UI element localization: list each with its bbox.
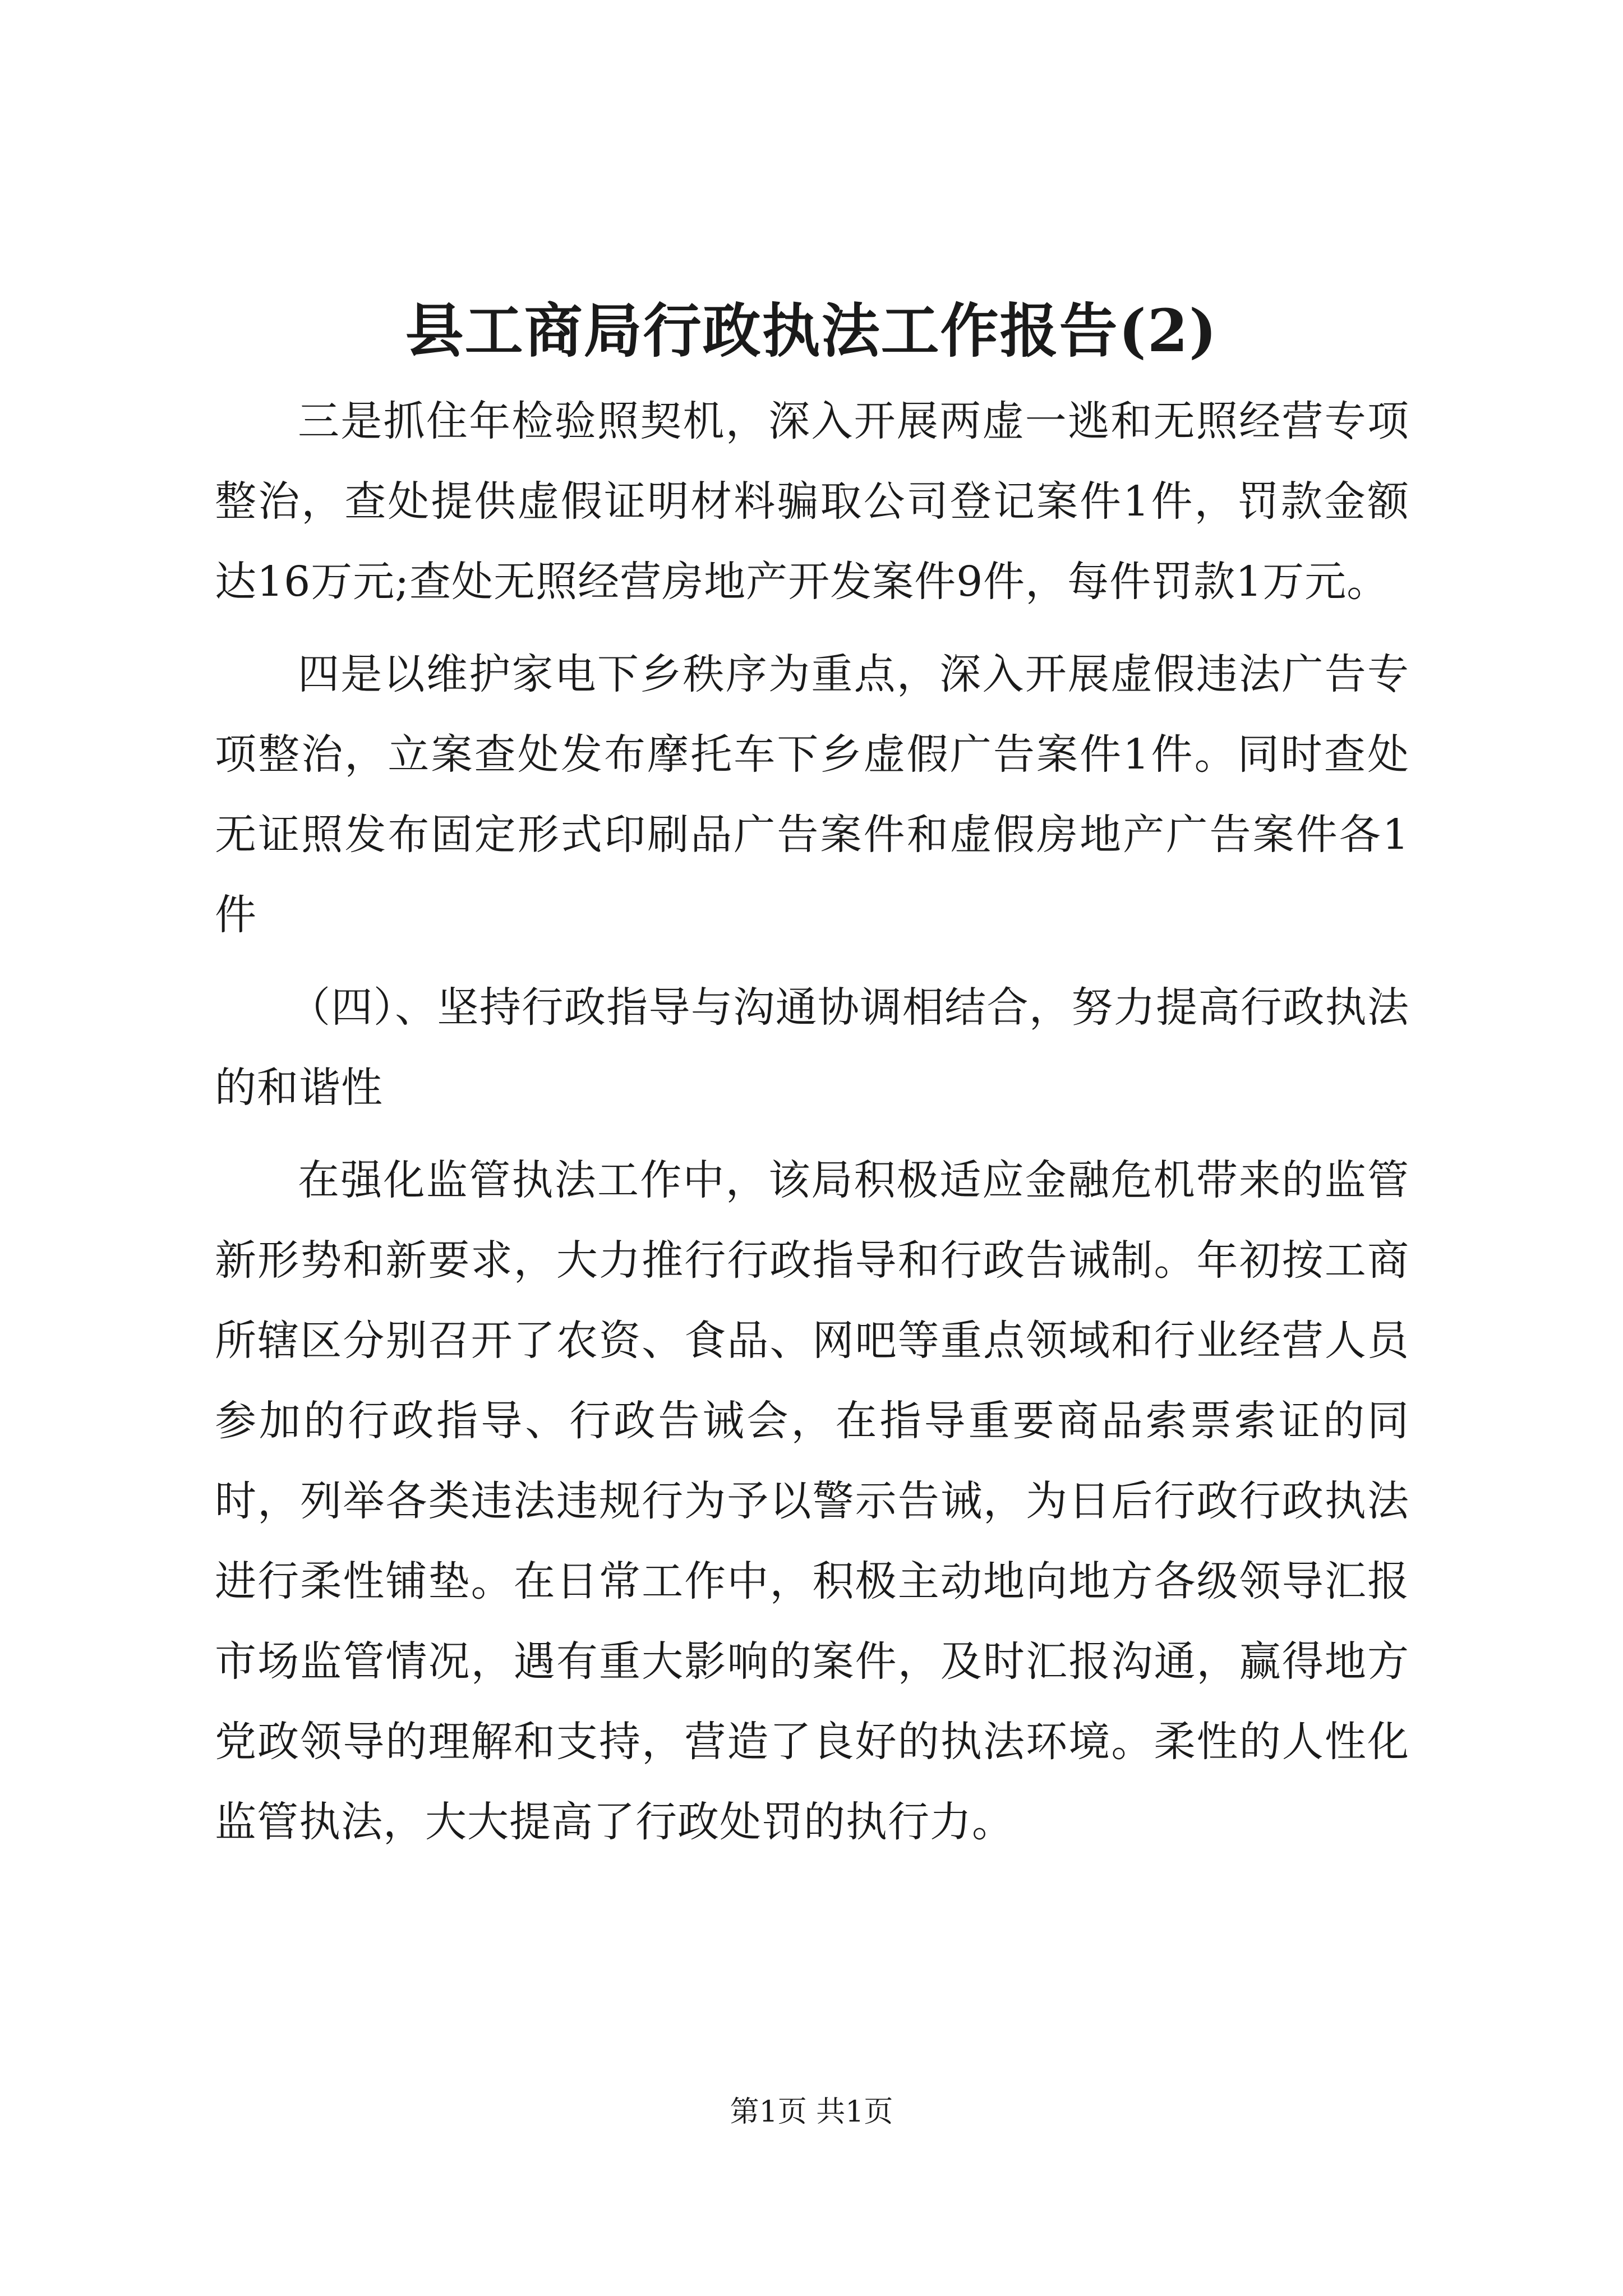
paragraph-administrative-guidance: 在强化监管执法工作中，该局积极适应金融危机带来的监管新形势和新要求，大力推行行政指导和行政告诫制。年初按工商所辖区分别召开了农资、食品、网吧等重点领域和行业经营人员参加的行政指导、行政告诫会，在指导重要商品索票索证的同时，列举各类违法违规行为予以警示告诫，为日后行政行政执法进行柔性铺垫。在日常工作中，积极主动地向地方各级领导汇报市场监管情况，遇有重大影响的案件，及时汇报沟通，赢得地方党政领导的理解和支持，营造了良好的执法环境。柔性的人性化监管执法，大大提高了行政处罚的执行力。 — [215, 1156, 1409, 1846]
document-body — [215, 381, 1409, 1875]
paragraph-false-advertising: 四是以维护家电下乡秩序为重点，深入开展虚假违法广告专项整治，立案查处发布摩托车下乡虚假广告案件1件。同时查处无证照发布固定形式印刷品广告案件和虚假房地产广告案件各1件 — [215, 650, 1409, 939]
paragraph-license-inspection: 三是抓住年检验照契机，深入开展两虚一逃和无照经营专项整治，查处提供虚假证明材料骗取公司登记案件1件，罚款金额达16万元;查处无照经营房地产开发案件9件，每件罚款1万元。 — [215, 397, 1409, 606]
page-footer: 第1页 共1页 — [730, 2095, 893, 2129]
document-title: 县工商局行政执法工作报告(2) — [405, 296, 1218, 365]
section-heading-administrative-guidance: （四）、坚持行政指导与沟通协调相结合，努力提高行政执法的和谐性 — [215, 983, 1409, 1112]
